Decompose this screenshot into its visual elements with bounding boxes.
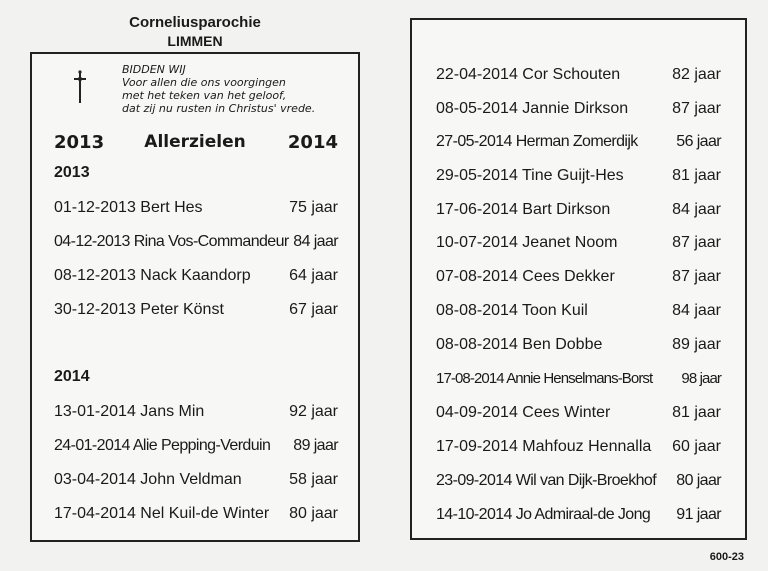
list-item [436,66,721,90]
list-item [436,370,721,394]
entry-name: Herman Zomerdijk [515,133,638,150]
prayer-line: dat zij nu rusten in Christus' vrede. [122,102,316,115]
entry-name: Rina Vos-Commandeur [133,233,289,250]
list-item [54,233,338,257]
entry-date: 08-08-2014 [436,302,518,319]
section-heading-2014: 2014 [54,368,90,385]
entry-date: 27-05-2014 [436,133,512,150]
entry-age: 80 jaar [289,505,338,522]
entry-name: Cees Dekker [522,268,615,285]
entry-name: Wil van Dijk-Broekhof [515,472,657,489]
entry-date: 08-12-2013 [54,267,136,284]
title-year-right: 2014 [287,132,338,153]
entry-date: 22-04-2014 [436,66,518,83]
entry-date: 17-04-2014 [54,505,136,522]
list-item [436,268,721,292]
entry-date: 23-09-2014 [436,472,512,489]
entry-age: 58 jaar [289,471,338,488]
cross-icon [72,69,88,105]
entry-date: 03-04-2014 [54,471,136,488]
entry-date: 07-08-2014 [436,268,518,285]
parish-header [30,14,360,50]
prayer-line: Voor allen die ons voorgingen [122,76,286,89]
entry-name: Toon Kuil [522,302,588,319]
list-item [436,133,721,157]
entry-date: 04-12-2013 [54,233,130,250]
entry-name: Jans Min [140,403,205,420]
entry-age: 56 jaar [676,133,721,150]
entry-date: 08-08-2014 [436,336,518,353]
parish-place: LIMMEN [167,33,223,49]
list-item [436,234,721,258]
entry-age: 81 jaar [672,167,721,184]
entry-age: 87 jaar [672,268,721,285]
list-item [436,201,721,225]
entry-age: 75 jaar [289,199,338,216]
entry-age: 67 jaar [289,301,338,318]
entry-age: 81 jaar [672,404,721,421]
entry-name: Nack Kaandorp [140,267,251,284]
entry-date: 10-07-2014 [436,234,518,251]
list-item [54,437,338,461]
entry-name: John Veldman [140,471,242,488]
list-item [54,301,338,325]
page-title: Allerzielen [144,132,246,152]
entry-date: 14-10-2014 [436,506,512,523]
entry-date: 17-08-2014 [436,370,504,387]
list-item [436,336,721,360]
entry-age: 84 jaar [672,201,721,218]
entry-name: Peter Könst [140,301,224,318]
list-item [436,506,721,530]
entry-name: Annie Henselmans-Borst [506,370,653,387]
right-card [410,18,747,540]
prayer-line: BIDDEN WIJ [122,63,186,76]
list-item [436,167,721,191]
list-item [436,302,721,326]
entry-name: Jeanet Noom [522,234,618,251]
list-item [54,267,338,291]
entry-name: Ben Dobbe [522,336,603,353]
page-code: 600-23 [709,551,744,563]
title-year-left: 2013 [54,132,105,153]
entry-age: 84 jaar [672,302,721,319]
list-item [54,403,338,427]
section-heading-2013: 2013 [54,164,90,181]
list-item [436,100,721,124]
entry-name: Mahfouz Hennalla [522,438,652,455]
entry-age: 98 jaar [681,370,721,387]
entry-age: 60 jaar [672,438,721,455]
entry-age: 64 jaar [289,267,338,284]
entry-name: Bert Hes [140,199,203,216]
entry-date: 13-01-2014 [54,403,136,420]
entry-date: 29-05-2014 [436,167,518,184]
entry-date: 24-01-2014 [54,437,130,454]
entry-name: Cor Schouten [522,66,621,83]
entry-date: 08-05-2014 [436,100,518,117]
list-item [436,404,721,428]
entry-name: Bart Dirkson [522,201,611,218]
entry-date: 17-06-2014 [436,201,518,218]
list-item [436,438,721,462]
entry-date: 01-12-2013 [54,199,136,216]
entry-age: 87 jaar [672,100,721,117]
entry-age: 89 jaar [672,336,721,353]
entry-age: 80 jaar [676,472,721,489]
entry-age: 84 jaar [293,233,338,250]
entry-age: 87 jaar [672,234,721,251]
entry-age: 91 jaar [676,506,721,523]
list-item [54,471,338,495]
entry-name: Cees Winter [522,404,611,421]
entry-name: Jannie Dirkson [522,100,629,117]
left-card [30,52,360,542]
list-item [54,199,338,223]
entry-date: 04-09-2014 [436,404,518,421]
entry-date: 30-12-2013 [54,301,136,318]
parish-name: Corneliusparochie [129,14,261,31]
list-item [54,505,338,529]
entry-age: 82 jaar [672,66,721,83]
entry-name: Alie Pepping-Verduin [132,437,271,454]
prayer-line: met het teken van het geloof, [122,89,287,102]
entry-name: Jo Admiraal-de Jong [515,506,651,523]
list-item [436,472,721,496]
entry-age: 92 jaar [289,403,338,420]
entry-age: 89 jaar [293,437,338,454]
title-row [32,132,358,156]
entry-date: 17-09-2014 [436,438,518,455]
entry-name: Nel Kuil-de Winter [140,505,270,522]
entry-name: Tine Guijt-Hes [522,167,624,184]
prayer-text [122,63,315,115]
